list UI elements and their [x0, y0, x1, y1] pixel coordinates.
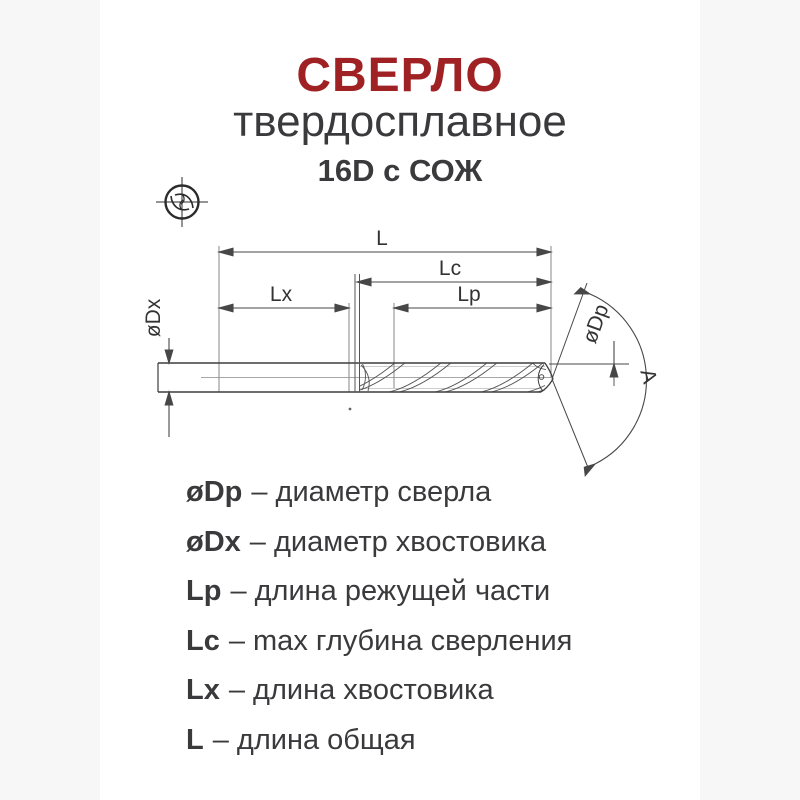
drill-side-view: [158, 274, 590, 410]
dim-label-dx: øDx: [142, 298, 165, 338]
legend-description: – длина режущей части: [230, 575, 551, 608]
legend-item-l: [186, 716, 572, 766]
product-title: СВЕРЛО: [296, 49, 504, 102]
drill-end-view-icon: [156, 177, 208, 227]
legend-item-lp: [186, 567, 572, 617]
dim-label-lp: Lp: [457, 283, 481, 306]
legend-symbol: Lc: [186, 624, 220, 657]
legend-item-lc: [186, 617, 572, 667]
dimension-lines: [165, 248, 646, 476]
product-subtitle: твердосплавное: [233, 97, 567, 146]
product-variant: 16D с СОЖ: [317, 153, 483, 188]
dim-label-l: L: [376, 227, 388, 250]
speck-dot: [349, 408, 352, 411]
legend-item-dx: [186, 518, 572, 568]
legend-description: – диаметр хвостовика: [249, 525, 547, 558]
dimension-legend: [186, 468, 572, 765]
legend-symbol: øDx: [186, 525, 241, 558]
legend-description: – max глубина сверления: [228, 624, 573, 657]
legend-symbol: Lp: [186, 575, 222, 608]
legend-description: – длина общая: [212, 723, 416, 756]
dim-label-dp: øDp: [578, 301, 614, 347]
legend-item-lx: [186, 666, 572, 716]
dim-label-lc: Lc: [438, 257, 462, 280]
legend-description: – диаметр сверла: [251, 476, 492, 509]
legend-symbol: L: [186, 723, 204, 756]
dim-label-lx: Lx: [269, 283, 293, 306]
legend-symbol: øDp: [186, 476, 243, 509]
legend-item-dp: [186, 468, 572, 518]
legend-symbol: Lx: [186, 674, 220, 707]
legend-description: – длина хвостовика: [228, 674, 494, 707]
dim-label-angle: A: [635, 366, 662, 387]
